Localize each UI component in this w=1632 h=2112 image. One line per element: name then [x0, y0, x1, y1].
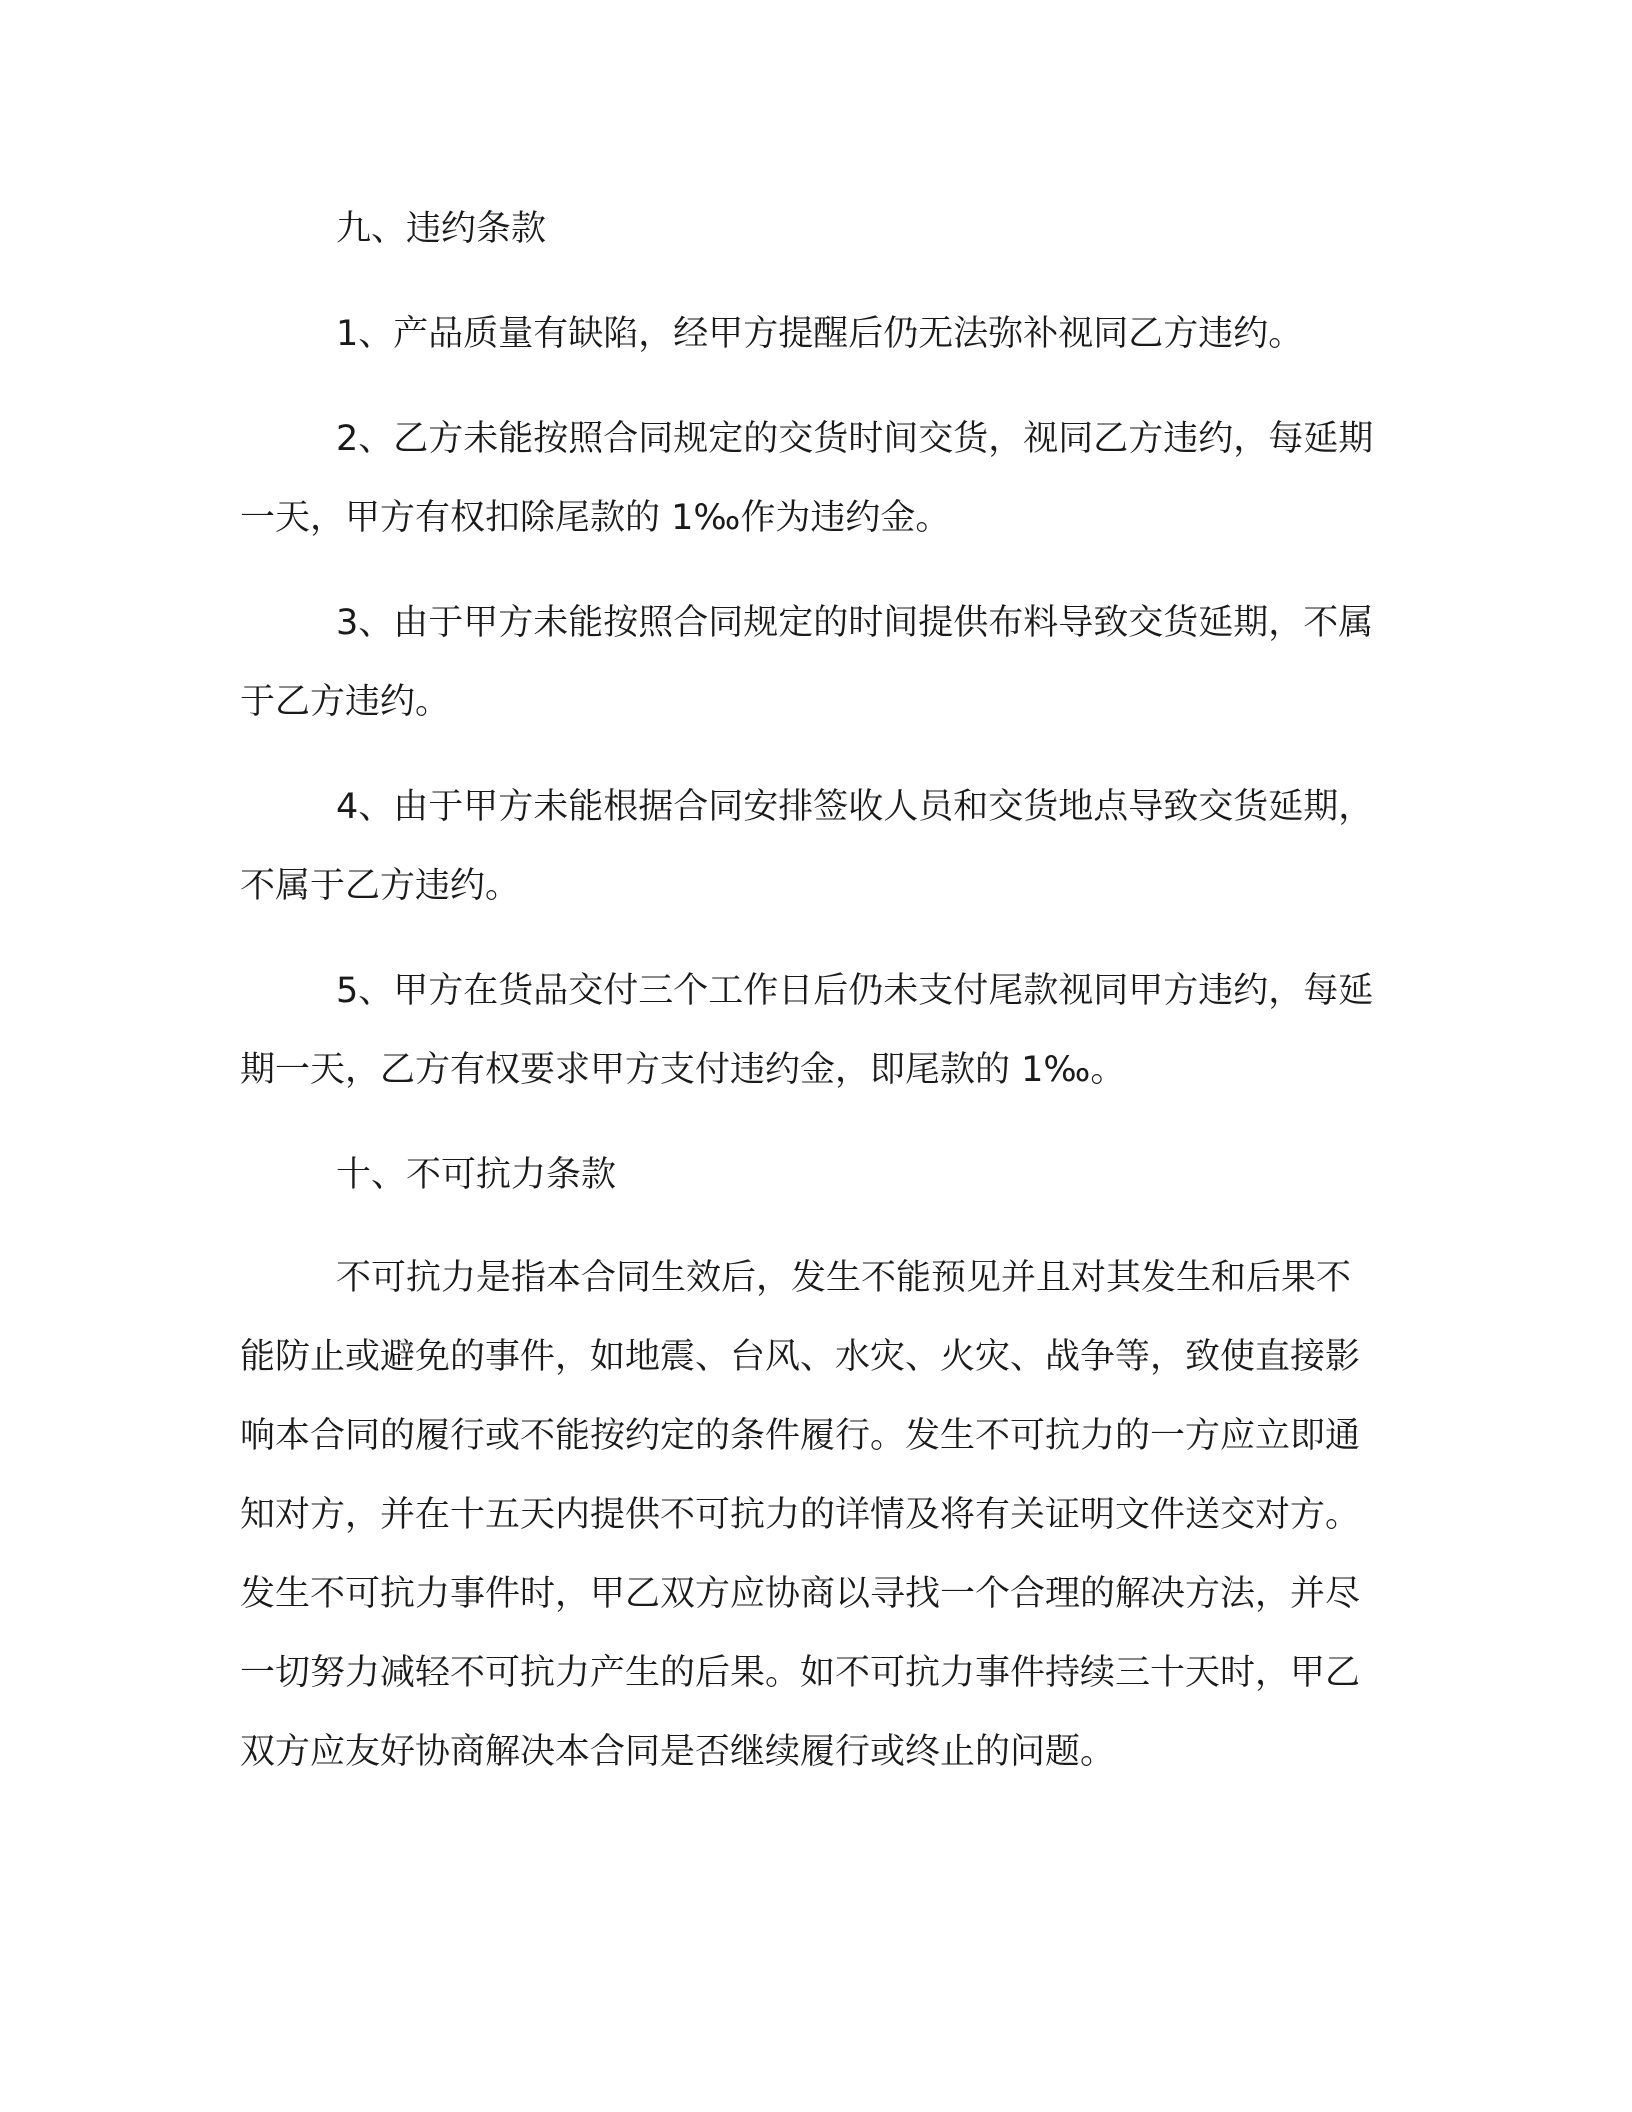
section-9-clause-2: 2、乙方未能按照合同规定的交货时间交货，视同乙方违约，每延期一天，甲方有权扣除尾款的 1‰作为违约金。 — [240, 419, 1374, 538]
section-10-body: 不可抗力是指本合同生效后，发生不能预见并且对其发生和后果不能防止或避免的事件，如地震、台风、水灾、火灾、战争等，致使直接影响本合同的履行或不能按约定的条件履行。发生不可抗力的一方应立即通知对方，并在十五天内提供不可抗力的详情及将有关证明文件送交对方。发生不可抗力事件时，甲乙双方应协商以寻找一个合理的解决方法，并尽一切努力减轻不可抗力产生的后果。如不可抗力事件持续三十天时，甲乙双方应友好协商解决本合同是否继续履行或终止的问题。 — [240, 1258, 1361, 1772]
section-9-clause-3: 3、由于甲方未能按照合同规定的时间提供布料导致交货延期，不属于乙方违约。 — [240, 603, 1374, 722]
section-9-clause-4: 4、由于甲方未能根据合同安排签收人员和交货地点导致交货延期，不属于乙方违约。 — [240, 787, 1374, 906]
section-9-clause-5: 5、甲方在货品交付三个工作日后仍未支付尾款视同甲方违约，每延期一天，乙方有权要求甲方支付违约金，即尾款的 1‰。 — [240, 971, 1374, 1090]
section-9-heading: 九、违约条款 — [336, 209, 547, 249]
section-9-clause-1: 1、产品质量有缺陷，经甲方提醒后仍无法弥补视同乙方违约。 — [336, 314, 1304, 354]
document-content — [240, 190, 1380, 1792]
section-10-heading: 十、不可抗力条款 — [336, 1155, 617, 1195]
